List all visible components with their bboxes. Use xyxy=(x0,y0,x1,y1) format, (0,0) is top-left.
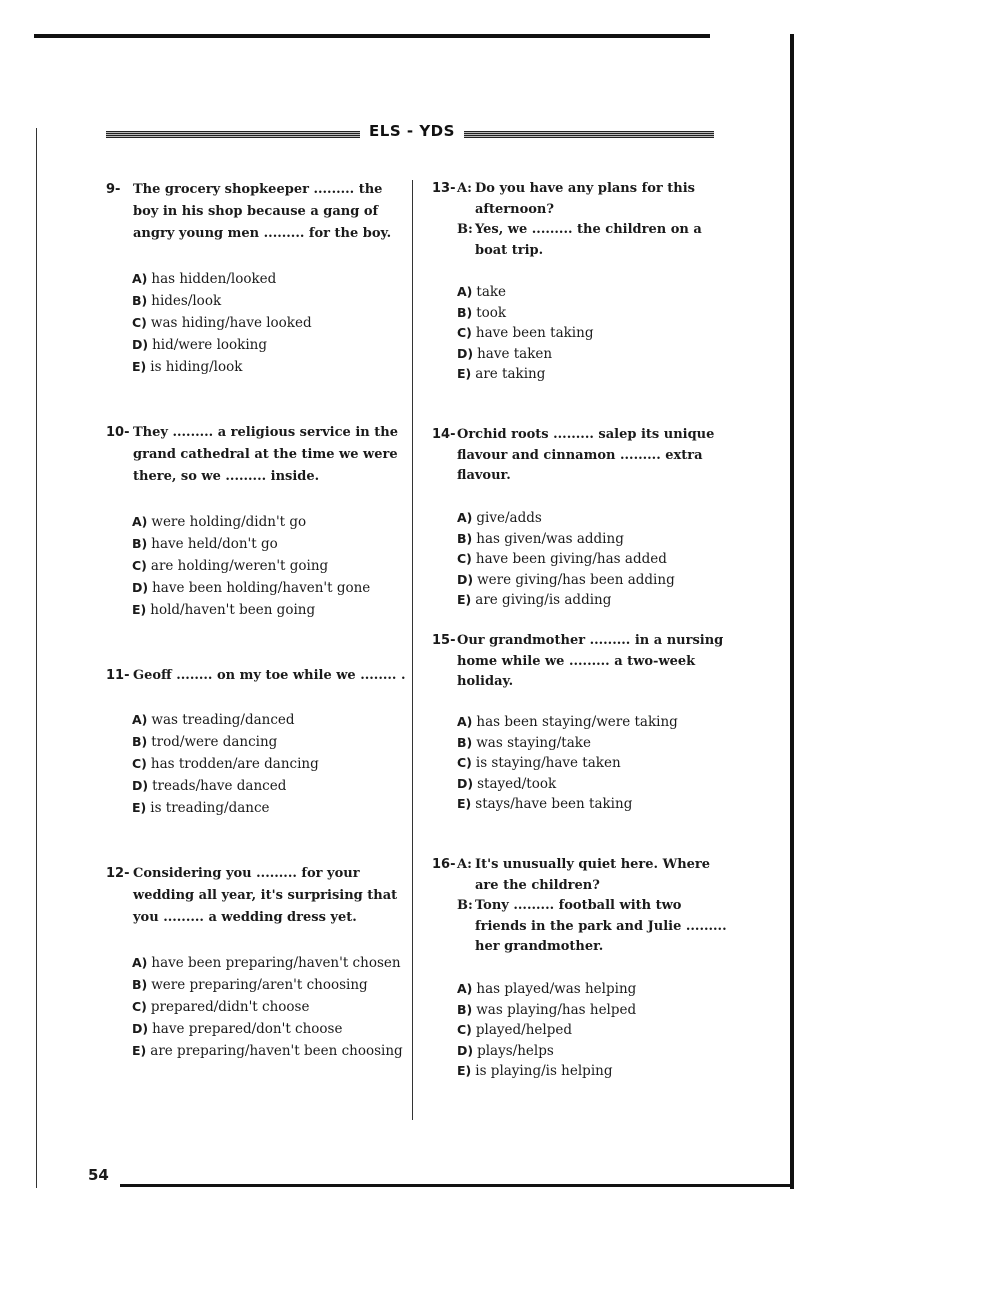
question-number: 12- xyxy=(106,866,130,881)
question-number: 16- xyxy=(432,857,456,872)
option-d[interactable]: D) treads/have danced xyxy=(132,778,287,794)
option-b[interactable]: B) took xyxy=(457,304,507,321)
option-a[interactable]: A) have been preparing/haven't chosen xyxy=(132,955,401,971)
question-11-options xyxy=(132,709,319,819)
question-12-options xyxy=(132,952,403,1062)
question-10-options xyxy=(132,511,370,621)
dialogue-line-b xyxy=(457,896,727,958)
option-b[interactable]: B) has given/was adding xyxy=(457,530,624,547)
option-e[interactable]: E) hold/haven't been going xyxy=(132,602,316,618)
question-13-stem xyxy=(432,179,702,261)
question-9-stem xyxy=(106,179,391,245)
option-d[interactable]: D) have prepared/don't choose xyxy=(132,1021,343,1037)
bottom-border-rule xyxy=(120,1184,794,1187)
option-c[interactable]: C) have been taking xyxy=(457,325,594,341)
question-text: They ......... a religious service in the grand cathedral at the time we were there, so we ......... inside. xyxy=(133,425,398,484)
option-d[interactable]: D) were giving/has been adding xyxy=(457,571,675,588)
dialogue-text: Yes, we ......... the children on a boat trip. xyxy=(475,222,702,258)
option-a[interactable]: A) has played/was helping xyxy=(457,981,637,997)
page-number: 54 xyxy=(88,1166,109,1184)
dialogue-line-a xyxy=(457,179,702,220)
right-border-rule xyxy=(790,34,794,1189)
question-14-stem xyxy=(432,425,714,487)
option-a[interactable]: A) take xyxy=(457,284,507,300)
option-b[interactable]: B) trod/were dancing xyxy=(132,734,278,750)
question-text: Considering you ......... for your wedding all year, it's surprising that you ......... a wedding dress yet. xyxy=(133,866,398,925)
question-number: 10- xyxy=(106,425,130,440)
question-dialogue xyxy=(457,179,702,261)
question-12-stem xyxy=(106,863,397,929)
question-number: 14- xyxy=(432,427,456,442)
option-e[interactable]: E) is playing/is helping xyxy=(457,1063,613,1079)
dialogue-line-a xyxy=(457,855,727,896)
option-c[interactable]: C) are holding/weren't going xyxy=(132,558,329,574)
question-text: Our grandmother ......... in a nursing home while we ......... a two-week holiday. xyxy=(457,633,724,689)
dialogue-text: Do you have any plans for this afternoon? xyxy=(475,181,695,217)
option-a[interactable]: A) has hidden/looked xyxy=(132,271,277,287)
left-margin-line xyxy=(36,128,37,1188)
speaker-label: A: xyxy=(457,857,472,872)
dialogue-line-b xyxy=(457,220,702,261)
question-text: The grocery shopkeeper ......... the boy in his shop because a gang of angry young men ......... for the boy. xyxy=(133,182,392,241)
option-e[interactable]: E) are giving/is adding xyxy=(457,592,612,608)
option-c[interactable]: C) is staying/have taken xyxy=(457,755,621,771)
dialogue-text: Tony ......... football with two friends in the park and Julie ......... her grandmother. xyxy=(475,898,727,954)
question-number: 13- xyxy=(432,181,456,196)
question-number: 15- xyxy=(432,633,456,648)
option-b[interactable]: B) was staying/take xyxy=(457,734,591,751)
speaker-label: A: xyxy=(457,181,472,196)
option-e[interactable]: E) are preparing/haven't been choosing xyxy=(132,1043,403,1059)
option-d[interactable]: D) have taken xyxy=(457,345,553,362)
question-15-stem xyxy=(432,631,723,693)
question-text: Orchid roots ......... salep its unique flavour and cinnamon ......... extra flavour. xyxy=(457,427,715,483)
option-c[interactable]: C) played/helped xyxy=(457,1022,572,1038)
speaker-label: B: xyxy=(457,222,473,237)
question-text: Geoff ........ on my toe while we ........ . xyxy=(133,668,406,683)
option-a[interactable]: A) were holding/didn't go xyxy=(132,514,307,530)
question-13-options xyxy=(457,282,593,385)
option-c[interactable]: C) has trodden/are dancing xyxy=(132,756,319,772)
option-b[interactable]: B) was playing/has helped xyxy=(457,1001,637,1018)
question-number: 11- xyxy=(106,668,130,683)
option-c[interactable]: C) was hiding/have looked xyxy=(132,315,312,331)
question-14-options xyxy=(457,508,675,611)
question-number: 9- xyxy=(106,182,121,197)
top-border-rule xyxy=(34,34,710,38)
option-b[interactable]: B) have held/don't go xyxy=(132,536,278,552)
option-e[interactable]: E) is treading/dance xyxy=(132,800,270,816)
question-11-stem xyxy=(106,665,406,687)
header-bar-right xyxy=(464,131,714,138)
question-15-options xyxy=(457,712,678,815)
option-e[interactable]: E) stays/have been taking xyxy=(457,796,633,812)
question-9-options xyxy=(132,268,312,378)
option-d[interactable]: D) plays/helps xyxy=(457,1042,554,1059)
option-a[interactable]: A) has been staying/were taking xyxy=(457,714,678,730)
column-divider xyxy=(412,180,413,1120)
option-e[interactable]: E) is hiding/look xyxy=(132,359,243,375)
option-a[interactable]: A) was treading/danced xyxy=(132,712,295,728)
option-c[interactable]: C) prepared/didn't choose xyxy=(132,999,310,1015)
option-c[interactable]: C) have been giving/has added xyxy=(457,551,667,567)
dialogue-text: It's unusually quiet here. Where are the children? xyxy=(475,857,711,893)
option-d[interactable]: D) have been holding/haven't gone xyxy=(132,580,371,596)
option-a[interactable]: A) give/adds xyxy=(457,510,542,526)
question-dialogue xyxy=(457,855,727,958)
option-b[interactable]: B) were preparing/aren't choosing xyxy=(132,977,368,993)
option-b[interactable]: B) hides/look xyxy=(132,293,222,309)
speaker-label: B: xyxy=(457,898,473,913)
option-d[interactable]: D) stayed/took xyxy=(457,775,557,792)
question-16-stem xyxy=(432,855,727,958)
question-10-stem xyxy=(106,422,398,488)
header-title: ELS - YDS xyxy=(369,122,455,140)
question-16-options xyxy=(457,979,636,1082)
option-d[interactable]: D) hid/were looking xyxy=(132,337,267,353)
header-bar-left xyxy=(106,131,360,138)
option-e[interactable]: E) are taking xyxy=(457,366,546,382)
